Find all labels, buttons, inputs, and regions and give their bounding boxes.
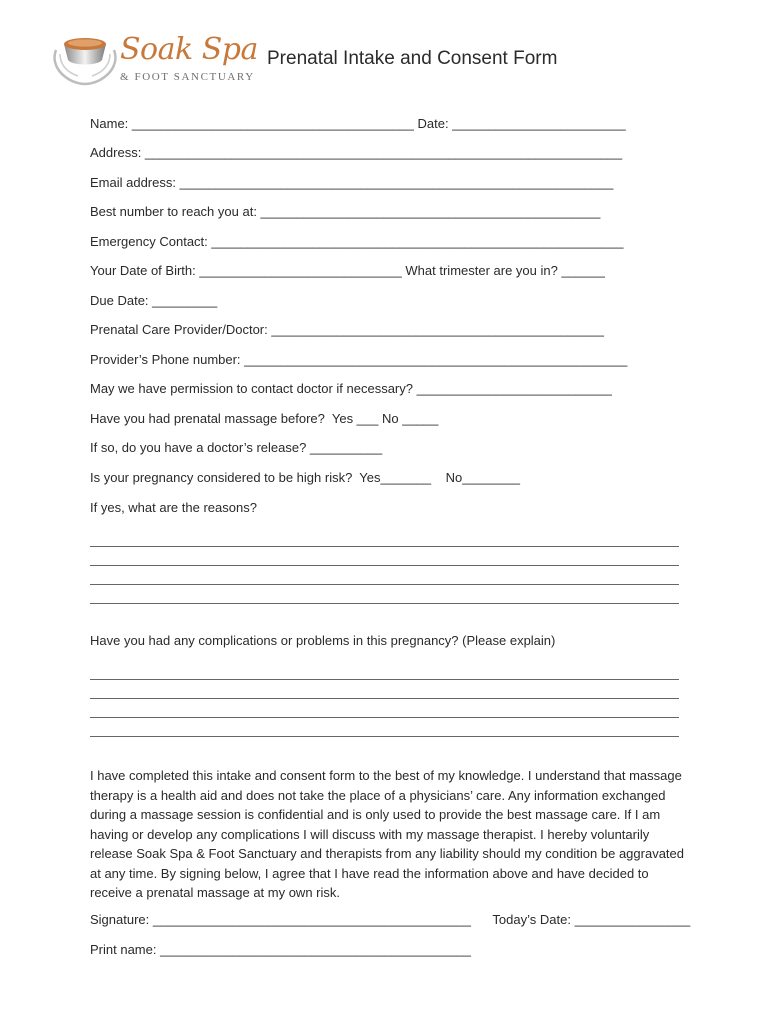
- due-date-field[interactable]: Due Date: _________: [90, 293, 218, 308]
- complications-answer-line[interactable]: [90, 698, 679, 699]
- prior-massage-field[interactable]: Have you had prenatal massage before? Yes ___ No _____: [90, 411, 439, 426]
- best-number-field[interactable]: Best number to reach you at: _______________________________________________: [90, 204, 601, 219]
- logo-wordmark: Soak Spa: [120, 32, 258, 67]
- spa-logo: [50, 30, 258, 86]
- address-field[interactable]: Address: __________________________________________________________________: [90, 145, 623, 160]
- doctor-release-field[interactable]: If so, do you have a doctor’s release? __________: [90, 440, 383, 455]
- reasons-answer-line[interactable]: [90, 584, 679, 585]
- permission-field[interactable]: May we have permission to contact doctor if necessary? ___________________________: [90, 381, 612, 396]
- consent-paragraph: I have completed this intake and consent form to the best of my knowledge. I understand that massage therapy is a health aid and does not take the place of a physicians’ care. Any information exchanged during a massage session is confidential and is only used to provide the best massage care. If I am having or develop any complications I will discuss with my massage therapist. I hereby voluntarily release Soak Spa & Foot Sanctuary and therapists from any liability should my condition be aggravated at any time. By signing below, I agree that I have read the information above and have decided to receive a prenatal massage at my own risk.: [90, 768, 685, 900]
- form-header: [50, 30, 730, 90]
- complications-answer-line[interactable]: [90, 717, 679, 718]
- form-title: Prenatal Intake and Consent Form: [267, 48, 558, 69]
- hands-bowl-icon: [50, 30, 120, 86]
- reasons-answer-line[interactable]: [90, 603, 679, 604]
- signature-date-field[interactable]: Signature: ____________________________________________ Today’s Date: ________________: [90, 912, 691, 927]
- dob-trimester-field[interactable]: Your Date of Birth: ____________________________ What trimester are you in? ______: [90, 263, 605, 278]
- logo-subtitle: & FOOT SANCTUARY: [120, 71, 255, 83]
- reasons-answer-line[interactable]: [90, 546, 679, 547]
- print-name-field[interactable]: Print name: ___________________________________________: [90, 942, 471, 957]
- complications-answer-line[interactable]: [90, 679, 679, 680]
- email-field[interactable]: Email address: ____________________________________________________________: [90, 175, 614, 190]
- name-date-field[interactable]: Name: _______________________________________ Date: ________________________: [90, 116, 626, 131]
- emergency-contact-field[interactable]: Emergency Contact: _________________________________________________________: [90, 234, 624, 249]
- provider-field[interactable]: Prenatal Care Provider/Doctor: ______________________________________________: [90, 322, 604, 337]
- reasons-label: If yes, what are the reasons?: [90, 500, 257, 515]
- complications-answer-line[interactable]: [90, 736, 679, 737]
- provider-phone-field[interactable]: Provider’s Phone number: _____________________________________________________: [90, 352, 628, 367]
- high-risk-field[interactable]: Is your pregnancy considered to be high risk? Yes_______ No________: [90, 470, 521, 485]
- reasons-answer-line[interactable]: [90, 565, 679, 566]
- complications-label: Have you had any complications or problems in this pregnancy? (Please explain): [90, 633, 556, 648]
